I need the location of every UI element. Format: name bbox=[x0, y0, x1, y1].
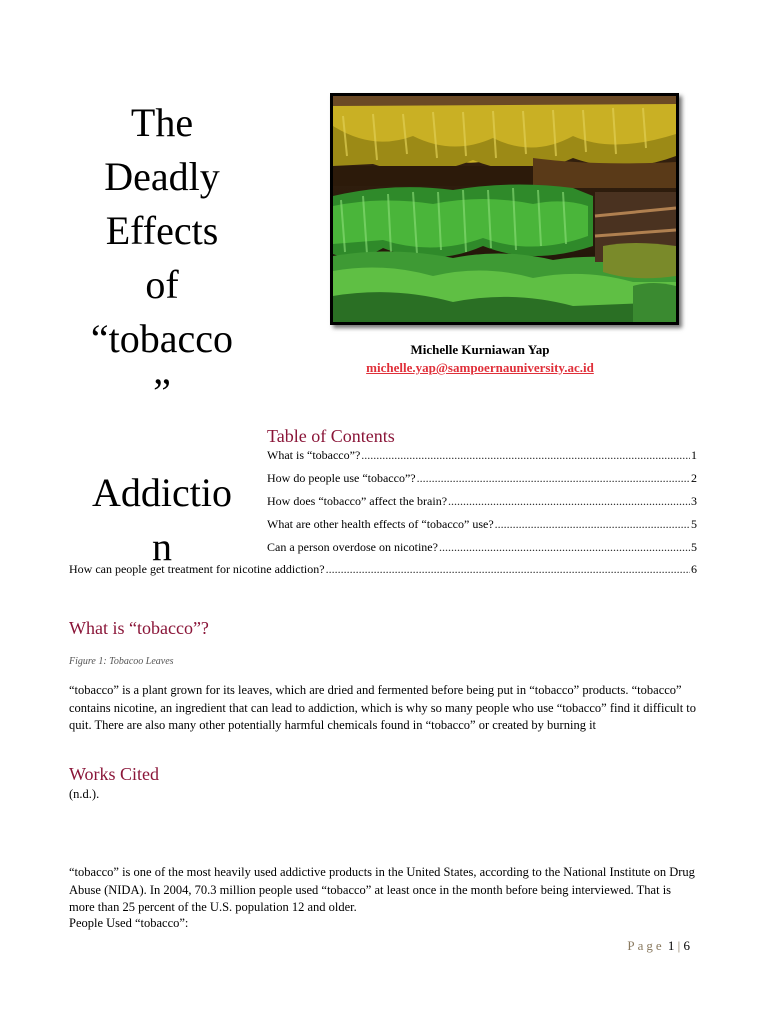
page-number: 1 bbox=[667, 938, 675, 953]
title-line: “tobacco bbox=[90, 316, 234, 361]
toc-entry[interactable] bbox=[267, 540, 697, 563]
title-line: ” bbox=[153, 370, 171, 415]
title-line: of bbox=[145, 262, 179, 307]
toc-leader bbox=[417, 471, 690, 486]
toc-entry-page: 5 bbox=[691, 540, 697, 554]
paragraph-usage-statistics: “tobacco” is one of the most heavily used addictive products in the United States, according to the National Institute on Drug Abuse (NIDA). In 2004, 70.3 million people used “tobacco” at least once in the month before being interviewed. That is more than 25 percent of the U.S. population 12 and older. bbox=[69, 865, 695, 914]
page-separator: | bbox=[677, 938, 681, 953]
author-name: Michelle Kurniawan Yap bbox=[410, 342, 550, 357]
toc-entry[interactable] bbox=[267, 471, 697, 494]
page-label: Page bbox=[627, 938, 665, 953]
toc-leader bbox=[326, 562, 690, 577]
toc-entry[interactable] bbox=[267, 494, 697, 517]
toc-entry-text: How can people get treatment for nicotine addiction? bbox=[69, 562, 325, 576]
figure-caption: Figure 1: Tobacoo Leaves bbox=[69, 656, 174, 667]
toc-entry-page: 6 bbox=[691, 562, 697, 576]
toc-entry[interactable] bbox=[267, 448, 697, 471]
title-line: Effects bbox=[105, 208, 219, 253]
section-heading-works-cited: Works Cited bbox=[69, 764, 160, 784]
toc-entry-text: What is “tobacco”? bbox=[267, 448, 361, 462]
tobacco-leaves-image bbox=[333, 96, 676, 322]
total-pages: 6 bbox=[683, 938, 690, 953]
title-line: The bbox=[130, 100, 194, 145]
toc-list bbox=[267, 448, 697, 563]
toc-entry-text: How do people use “tobacco”? bbox=[267, 471, 416, 485]
toc-leader bbox=[361, 448, 690, 463]
toc-leader bbox=[439, 540, 690, 555]
people-used-label: People Used “tobacco”: bbox=[69, 916, 189, 930]
toc-entry-text: Can a person overdose on nicotine? bbox=[267, 540, 438, 554]
document-title bbox=[72, 96, 252, 574]
toc-entry-page: 1 bbox=[691, 448, 697, 462]
tobacco-leaves-photo bbox=[330, 93, 679, 325]
toc-leader bbox=[448, 494, 690, 509]
author-email-link[interactable]: michelle.yap@sampoernauniversity.ac.id bbox=[366, 360, 594, 375]
toc-entry-text: What are other health effects of “tobacco” use? bbox=[267, 517, 494, 531]
toc-heading: Table of Contents bbox=[267, 426, 395, 446]
toc-entry-page: 2 bbox=[691, 471, 697, 485]
toc-entry[interactable] bbox=[69, 562, 697, 585]
toc-entry-page: 3 bbox=[691, 494, 697, 508]
works-cited-entry: (n.d.). bbox=[69, 787, 100, 801]
page-footer bbox=[560, 938, 690, 954]
toc-list-wide bbox=[69, 562, 697, 585]
toc-entry-text: How does “tobacco” affect the brain? bbox=[267, 494, 448, 508]
title-line: Addictio bbox=[92, 470, 232, 515]
toc-entry-page: 5 bbox=[691, 517, 697, 531]
paragraph-what-is-tobacco: “tobacco” is a plant grown for its leaves, which are dried and fermented before being put in “tobacco” products. “tobacco” contains nicotine, an ingredient that can lead to addiction, which is why so many people who use “tobacco” find it difficult to quit. There are also many other potentially harmful chemicals found in “tobacco” or created by burning it bbox=[69, 683, 697, 732]
toc-leader bbox=[495, 517, 690, 532]
section-heading-what-is-tobacco: What is “tobacco”? bbox=[69, 618, 209, 638]
title-line: Deadly bbox=[104, 154, 220, 199]
title-line: n bbox=[152, 524, 172, 569]
toc-entry[interactable] bbox=[267, 517, 697, 540]
